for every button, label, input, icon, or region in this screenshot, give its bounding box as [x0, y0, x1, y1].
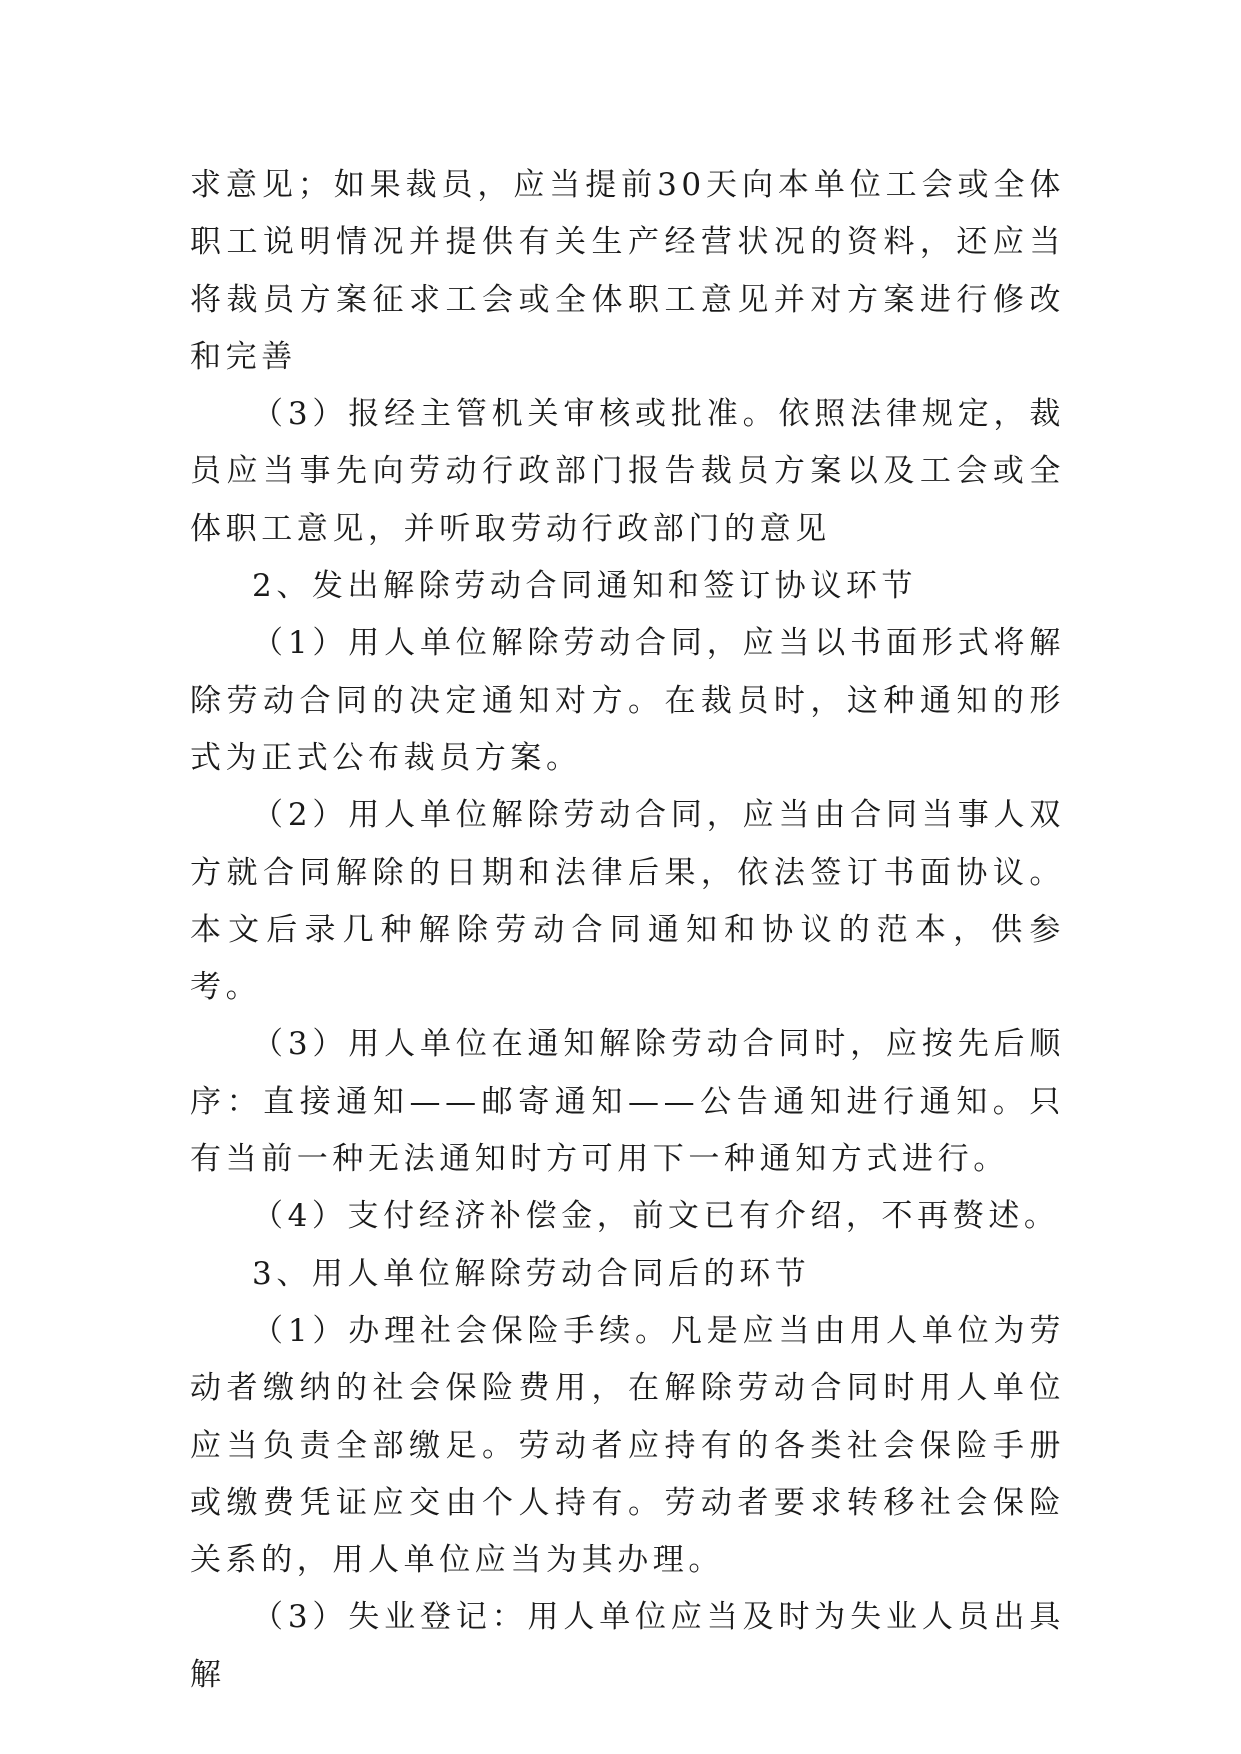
section-heading-2: 2、发出解除劳动合同通知和签订协议环节 [252, 568, 918, 605]
paragraph-continuation: 求意见；如果裁员，应当提前30天向本单位工会或全体职工说明情况并提供有关生产经营状况的资料，还应当将裁员方案征求工会或全体职工意见并对方案进行修改和完善 [190, 167, 1065, 375]
paragraph-item-3-approval: （3）报经主管机关审核或批准。依照法律规定，裁员应当事先向劳动行政部门报告裁员方案以及工会或全体职工意见，并听取劳动行政部门的意见 [190, 396, 1065, 547]
document-body [190, 157, 1065, 1704]
paragraph-item-4-compensation: （4）支付经济补偿金，前文已有介绍，不再赘述。 [252, 1198, 1060, 1235]
section-heading-3: 3、用人单位解除劳动合同后的环节 [252, 1255, 811, 1292]
paragraph-item-1-social-insurance: （1）办理社会保险手续。凡是应当由用人单位为劳动者缴纳的社会保险费用，在解除劳动合同时用人单位应当负责全部缴足。劳动者应持有的各类社会保险手册或缴费凭证应交由个人持有。劳动者要求转移社会保险关系的，用人单位应当为其办理。 [190, 1312, 1065, 1579]
paragraph-item-1-written-notice: （1）用人单位解除劳动合同，应当以书面形式将解除劳动合同的决定通知对方。在裁员时，这种通知的形式为正式公布裁员方案。 [190, 625, 1065, 776]
paragraph-item-3-unemployment: （3）失业登记：用人单位应当及时为失业人员出具解 [190, 1599, 1065, 1693]
paragraph-item-2-agreement: （2）用人单位解除劳动合同，应当由合同当事人双方就合同解除的日期和法律后果，依法签订书面协议。本文后录几种解除劳动合同通知和协议的范本，供参考。 [190, 797, 1065, 1006]
paragraph-item-3-notice-order: （3）用人单位在通知解除劳动合同时，应按先后顺序：直接通知——邮寄通知——公告通知进行通知。只有当前一种无法通知时方可用下一种通知方式进行。 [190, 1026, 1065, 1178]
